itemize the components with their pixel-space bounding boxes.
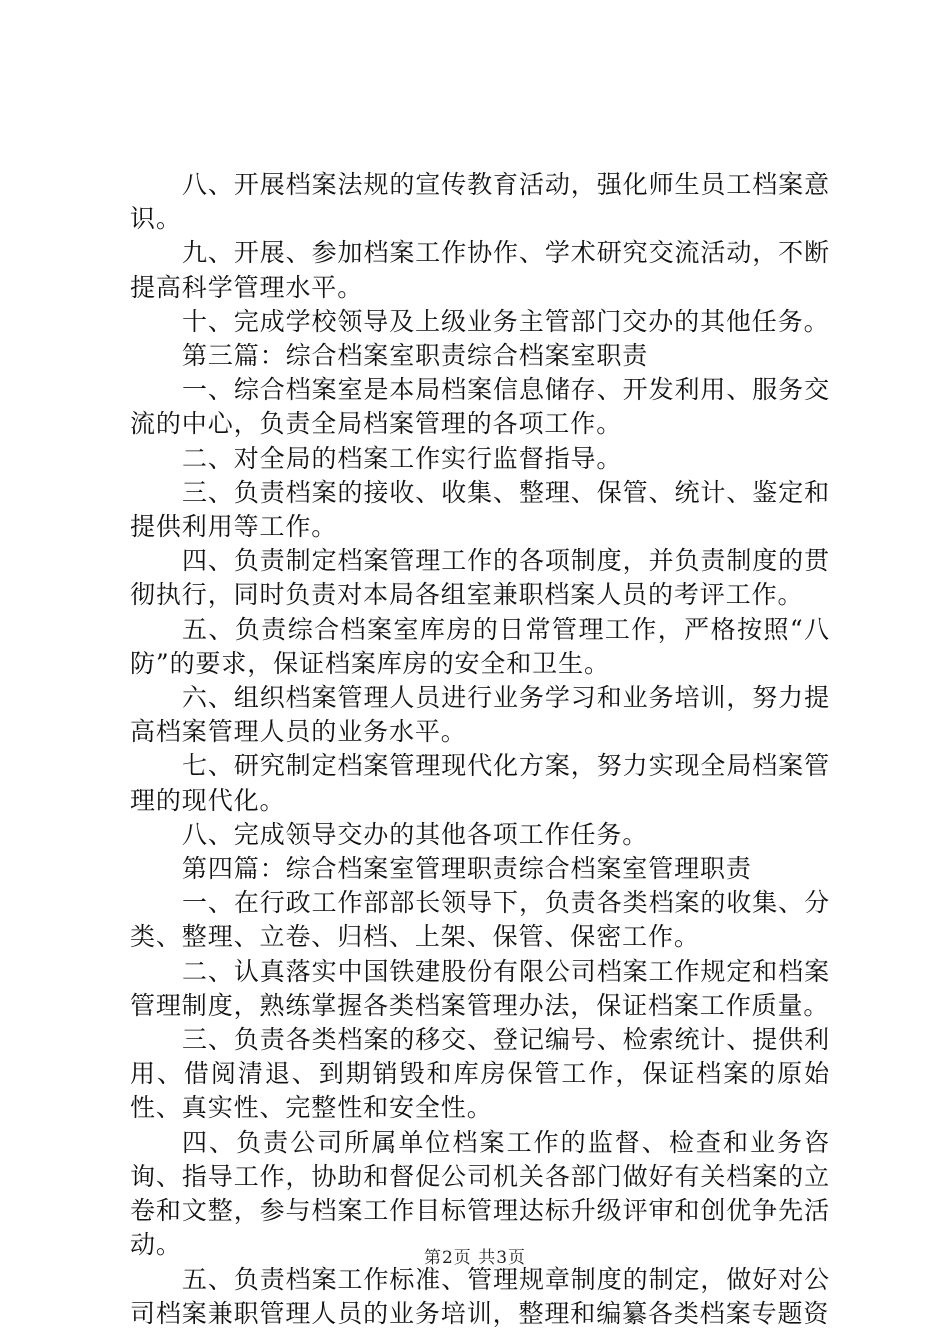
paragraph-2: 九、开展、参加档案工作协作、学术研究交流活动，不断提高科学管理水平。: [130, 238, 830, 302]
paragraph-6: 二、对全局的档案工作实行监督指导。: [182, 443, 623, 473]
paragraph-1: 八、开展档案法规的宣传教育活动，强化师生员工档案意识。: [130, 170, 830, 234]
paragraph-7: 三、负责档案的接收、收集、整理、保管、统计、鉴定和提供利用等工作。: [130, 477, 830, 542]
section-heading-3: 第三篇：综合档案室职责综合档案室职责: [182, 341, 649, 371]
paragraph-18: 五、负责档案工作标准、管理规章制度的制定，做好对公司档案兼职管理人员的业务培训，整理和编纂各类档案专题资: [130, 1264, 830, 1328]
document-body: [130, 168, 830, 1331]
paragraph-16: 三、负责各类档案的移交、登记编号、检索统计、提供利用、借阅清退、到期销毁和库房保管工作，保证档案的原始性、真实性、完整性和安全性。: [130, 1025, 830, 1123]
paragraph-14: 一、在行政工作部部长领导下，负责各类档案的收集、分类、整理、立卷、归档、上架、保管、保密工作。: [130, 888, 830, 952]
paragraph-12: 八、完成领导交办的其他各项工作任务。: [182, 819, 649, 849]
paragraph-5: 一、综合档案室是本局档案信息储存、开发利用、服务交流的中心，负责全局档案管理的各项工作。: [130, 375, 830, 439]
section-heading-4: 第四篇：综合档案室管理职责综合档案室管理职责: [182, 854, 752, 884]
page-number-footer: 第2页 共3页: [423, 1248, 527, 1268]
paragraph-15: 二、认真落实中国铁建股份有限公司档案工作规定和档案管理制度，熟练掌握各类档案管理办法，保证档案工作质量。: [130, 956, 830, 1020]
paragraph-8: 四、负责制定档案管理工作的各项制度，并负责制度的贯彻执行，同时负责对本局各组室兼职档案人员的考评工作。: [130, 546, 830, 610]
paragraph-9: 五、负责综合档案室库房的日常管理工作，严格按照“八防”的要求，保证档案库房的安全和卫生。: [130, 614, 830, 678]
paragraph-10: 六、组织档案管理人员进行业务学习和业务培训，努力提高档案管理人员的业务水平。: [130, 683, 830, 747]
paragraph-11: 七、研究制定档案管理现代化方案，努力实现全局档案管理的现代化。: [130, 751, 830, 815]
paragraph-17: 四、负责公司所属单位档案工作的监督、检查和业务咨询、指导工作，协助和督促公司机关各部门做好有关档案的立卷和文整，参与档案工作目标管理达标升级评审和创优争先活动。: [130, 1127, 830, 1260]
paragraph-3: 十、完成学校领导及上级业务主管部门交办的其他任务。: [182, 306, 830, 336]
